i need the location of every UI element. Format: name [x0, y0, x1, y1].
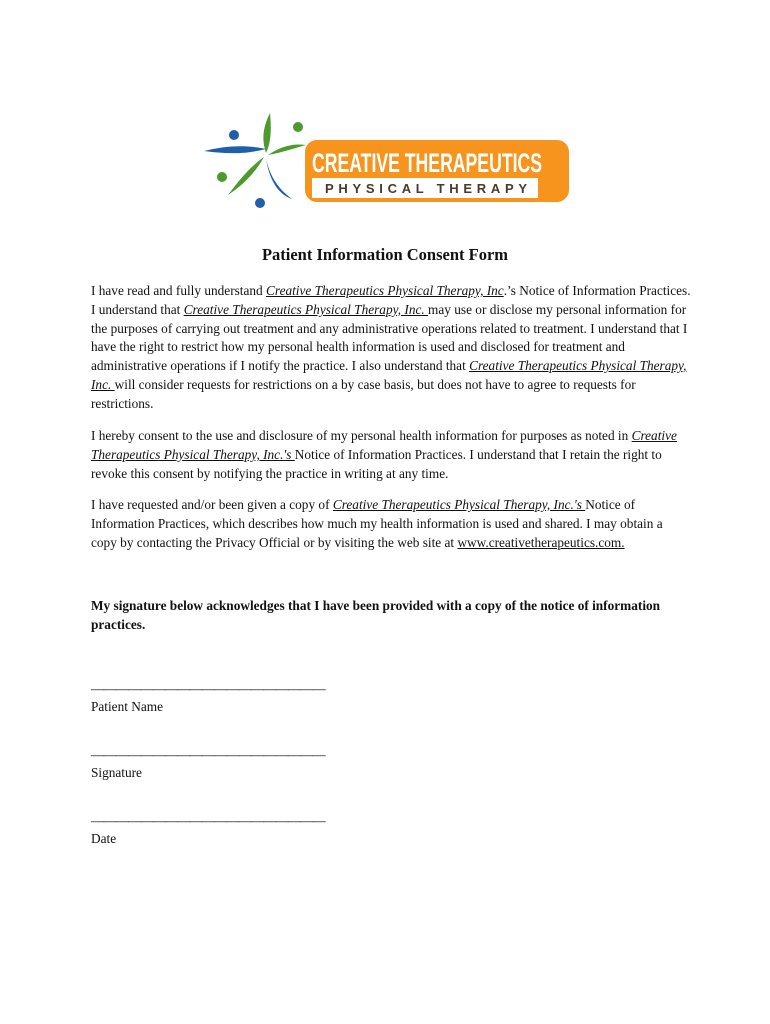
- logo-dot-blue-2: [255, 198, 265, 208]
- acknowledgement-statement: My signature below acknowledges that I have been provided with a copy of the notice of information practices.: [91, 598, 661, 632]
- signature-line: ———————————————————: [91, 747, 325, 762]
- signature-field[interactable]: [91, 746, 325, 782]
- company-name-ref: Creative Therapeutics Physical Therapy, Inc: [266, 283, 504, 298]
- logo-swoosh-green-top: [263, 113, 270, 153]
- text: Notice of Information Practices. I understand that I retain the right to revoke this consent by notifying the practice in writing at any time.: [91, 446, 662, 481]
- text: may use or disclose my personal information for the purposes of carrying out treatment and any administrative operations related to treatment. I understand that I have the right to restrict how my personal health information is used and disclosed for treatment and administrative operations if I notify the practice. I also understand that: [91, 301, 688, 374]
- company-name-ref: Creative Therapeutics Physical Therapy, Inc.: [183, 301, 429, 317]
- paragraph-copy-request: [91, 496, 691, 552]
- signature-label: Signature: [91, 765, 142, 780]
- signature-line: ———————————————————: [91, 813, 325, 828]
- logo-swoosh-blue-bottom: [266, 159, 292, 199]
- date-field[interactable]: [91, 812, 325, 848]
- company-name-ref: Creative Therapeutics Physical Therapy, Inc.'s: [332, 497, 586, 512]
- signature-line: ———————————————————: [91, 681, 325, 696]
- company-name-ref: Creative Therapeutics Physical Therapy, Inc.: [91, 358, 687, 392]
- text: .’s Notice of Information Practices. I understand that: [91, 283, 691, 317]
- text: I have requested and/or been given a copy of: [91, 497, 333, 512]
- logo-graphic: [200, 105, 572, 217]
- logo-dot-green-2: [217, 172, 227, 182]
- logo-dot-blue: [229, 130, 239, 140]
- logo-line1: CREATIVE THERAPEUTICS: [312, 148, 542, 178]
- patient-name-field[interactable]: [91, 680, 325, 716]
- paragraph-consent: [91, 427, 691, 483]
- paragraph-read-understand: [91, 282, 691, 414]
- date-label: Date: [91, 831, 117, 846]
- logo-dot-green: [293, 122, 303, 132]
- website-link[interactable]: www.creativetherapeutics.com.: [457, 534, 625, 550]
- text: I hereby consent to the use and disclosure of my personal health information for purposes as noted in: [91, 428, 632, 443]
- text: will consider requests for restrictions on a by case basis, but does not have to agree to requests for restrictions.: [91, 376, 636, 411]
- text: I have read and fully understand: [91, 283, 267, 298]
- company-logo: [200, 105, 572, 217]
- logo-line2: PHYSICAL THERAPY: [325, 181, 527, 196]
- logo-swoosh-green-right: [268, 144, 306, 155]
- logo-swoosh-green-bottom: [228, 157, 264, 195]
- text: Notice of Information Practices, which describes how much my health information is used and shared. I may obtain a copy by contacting the Privacy Official or by visiting the web site at: [91, 497, 663, 550]
- patient-name-label: Patient Name: [91, 699, 164, 714]
- company-name-ref: Creative Therapeutics Physical Therapy, Inc.'s: [91, 428, 677, 462]
- logo-swoosh-blue-left: [204, 146, 266, 153]
- page-title: Patient Information Consent Form: [261, 245, 509, 264]
